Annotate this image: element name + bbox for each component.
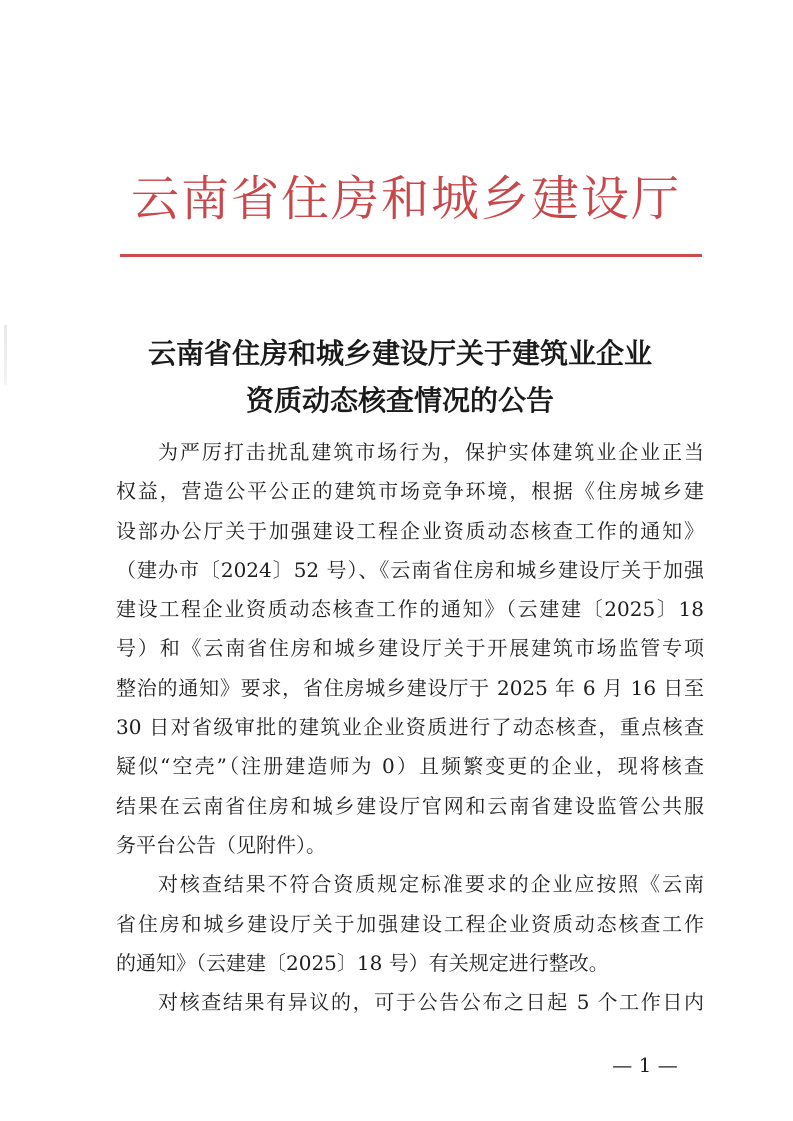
document-title bbox=[100, 330, 700, 424]
document-title-line-2: 资质动态核查情况的公告 bbox=[245, 384, 554, 417]
paragraph-1-line: 号）和《云南省住房和城乡建设厅关于开展建筑市场监管专项 bbox=[116, 636, 704, 661]
paragraph-1-line: 30 日对省级审批的建筑业企业资质进行了动态核查，重点核查 bbox=[116, 715, 704, 740]
paragraph-1-line: 建设工程企业资质动态核查工作的通知》（云建建〔2025〕18 bbox=[116, 597, 704, 622]
paragraph-3-line: 对核查结果有异议的，可于公告公布之日起 5 个工作日内 bbox=[158, 990, 704, 1015]
document-title-line-1: 云南省住房和城乡建设厅关于建筑业企业 bbox=[147, 337, 652, 370]
page-number: — 1 — bbox=[612, 1053, 678, 1077]
paragraph-1 bbox=[116, 433, 704, 865]
paragraph-1-line: 疑似“空壳”（注册建造师为 0）且频繁变更的企业，现将核查 bbox=[116, 754, 704, 779]
paragraph-1-line: 结果在云南省住房和城乡建设厅官网和云南省建设监管公共服 bbox=[116, 793, 704, 818]
paragraph-1-line: 整治的通知》要求，省住房城乡建设厅于 2025 年 6 月 16 日至 bbox=[116, 675, 704, 700]
issuing-organization-header: 云南省住房和城乡建设厅 bbox=[130, 171, 681, 227]
paragraph-1-line: 权益，营造公平公正的建筑市场竞争环境，根据《住房城乡建 bbox=[116, 479, 704, 504]
paragraph-2-line: 的通知》（云建建〔2025〕18 号）有关规定进行整改。 bbox=[116, 950, 609, 975]
paragraph-1-line: 为严厉打击扰乱建筑市场行为，保护实体建筑业企业正当 bbox=[158, 440, 704, 464]
scan-edge-mark bbox=[4, 325, 7, 385]
paragraph-1-line: （建办市〔2024〕52 号）、《云南省住房和城乡建设厅关于加强 bbox=[116, 557, 704, 582]
paragraph-2-line: 对核查结果不符合资质规定标准要求的企业应按照《云南 bbox=[158, 872, 704, 897]
paragraph-3 bbox=[116, 983, 704, 1022]
paragraph-1-line: 设部办公厅关于加强建设工程企业资质动态核查工作的通知》 bbox=[116, 518, 704, 543]
paragraph-1-line: 务平台公告（见附件）。 bbox=[116, 832, 326, 857]
paragraph-2-line: 省住房和城乡建设厅关于加强建设工程企业资质动态核查工作 bbox=[116, 911, 704, 936]
red-header-rule bbox=[120, 254, 702, 257]
paragraph-2 bbox=[116, 865, 704, 983]
document-body bbox=[116, 433, 704, 1022]
